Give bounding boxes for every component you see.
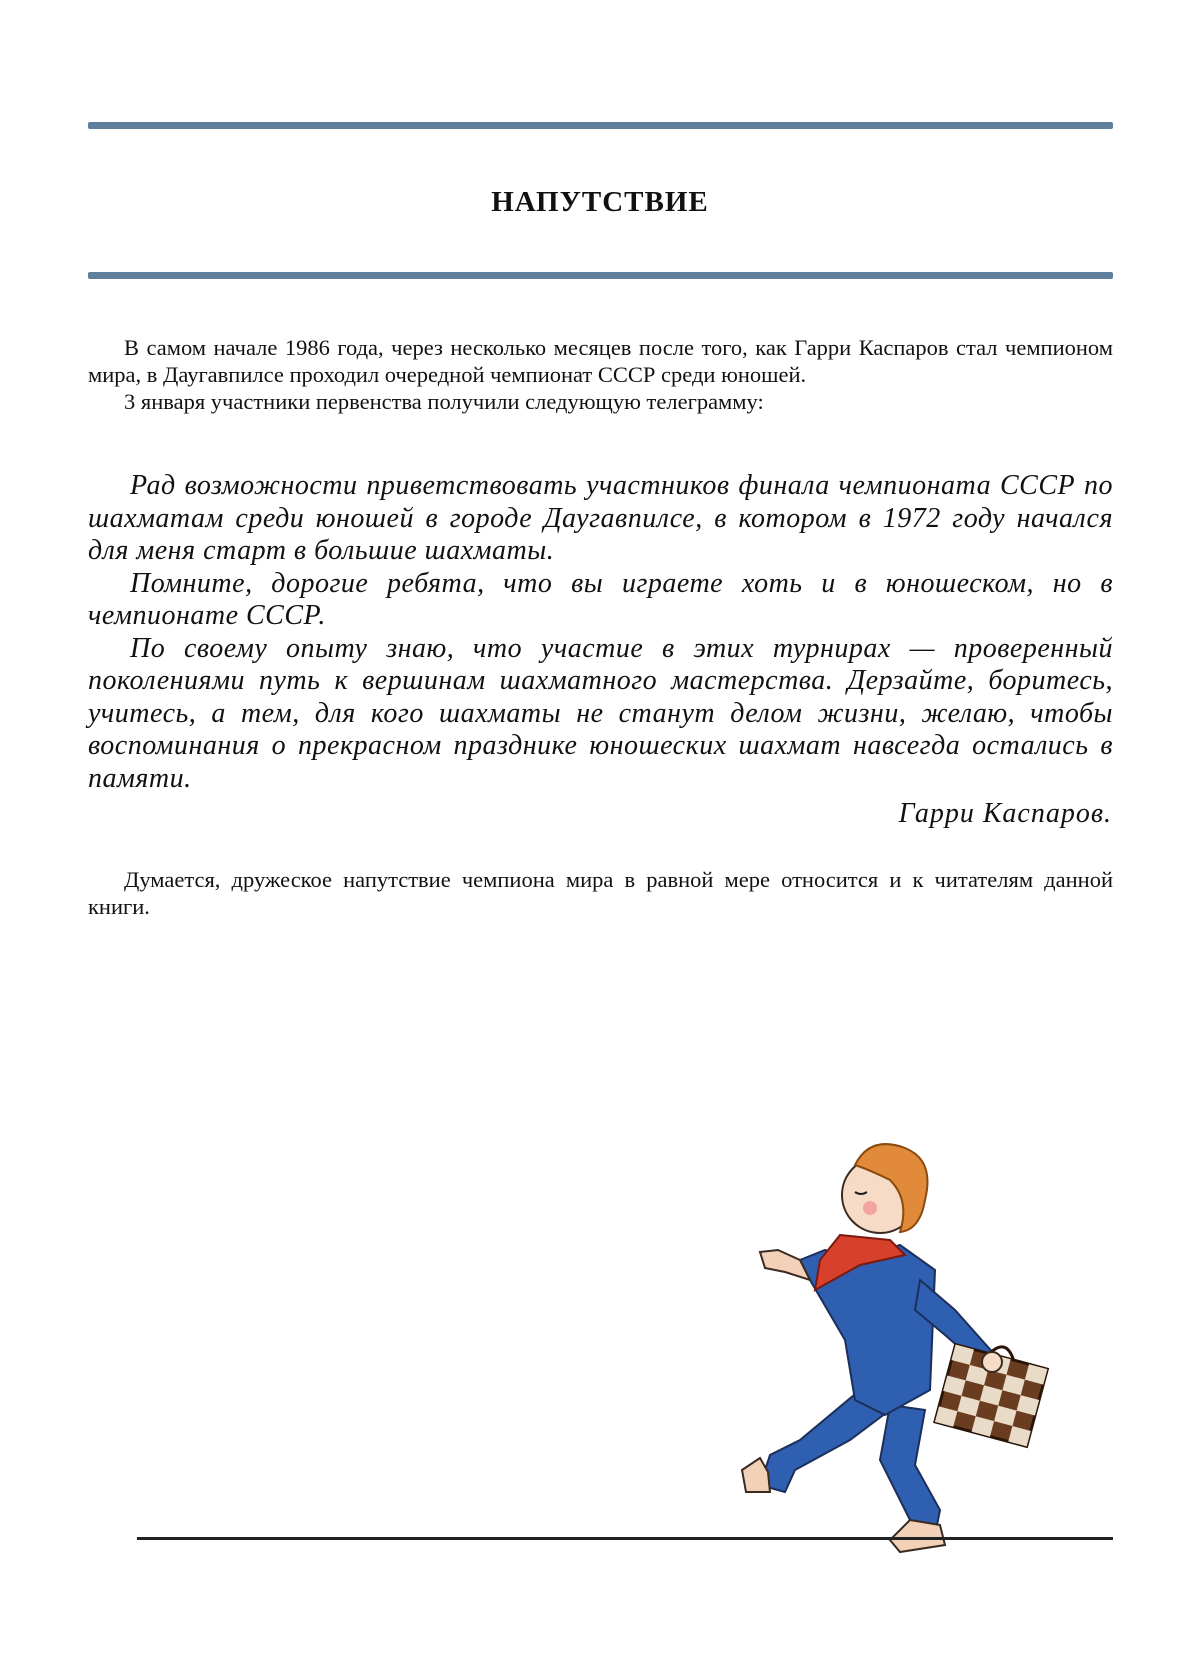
telegram-text bbox=[88, 470, 1113, 795]
intro-text bbox=[88, 334, 1113, 415]
bottom-rule bbox=[88, 272, 1113, 279]
intro-paragraph: В самом начале 1986 года, через несколько месяцев после того, как Гарри Каспаров стал чемпионом мира, в Даугавпилсе проходил очередной чемпионат СССР среди юношей. bbox=[88, 334, 1113, 388]
closing-paragraph: Думается, дружеское напутствие чемпиона мира в равной мере относится и к читателям данной книги. bbox=[88, 866, 1113, 920]
page-title: НАПУТСТВИЕ bbox=[0, 186, 1200, 219]
signature: Гарри Каспаров. bbox=[899, 798, 1112, 830]
telegram-paragraph: По своему опыту знаю, что участие в этих турнирах — проверенный поколениями путь к вершинам шахматного мастерства. Дерзайте, боритесь, учитесь, а тем, для кого шахматы не станут делом жизни, желаю, чтобы воспоминания о прекрасном празднике юношеских шахмат навсегда остались в памяти. bbox=[88, 633, 1113, 796]
ground-line bbox=[137, 1537, 1113, 1540]
telegram-paragraph: Помните, дорогие ребята, что вы играете хоть и в юношеском, но в чемпионате СССР. bbox=[88, 568, 1113, 633]
top-rule bbox=[88, 122, 1113, 129]
walking-boy-illustration bbox=[740, 1140, 1120, 1560]
closing-text bbox=[88, 866, 1113, 920]
intro-paragraph: 3 января участники первенства получили следующую телеграмму: bbox=[88, 388, 1113, 415]
telegram-paragraph: Рад возможности приветствовать участников финала чемпионата СССР по шахматам среди юношей в городе Даугавпилсе, в котором в 1972 году начался для меня старт в большие шахматы. bbox=[88, 470, 1113, 568]
book-page bbox=[0, 0, 1200, 1666]
